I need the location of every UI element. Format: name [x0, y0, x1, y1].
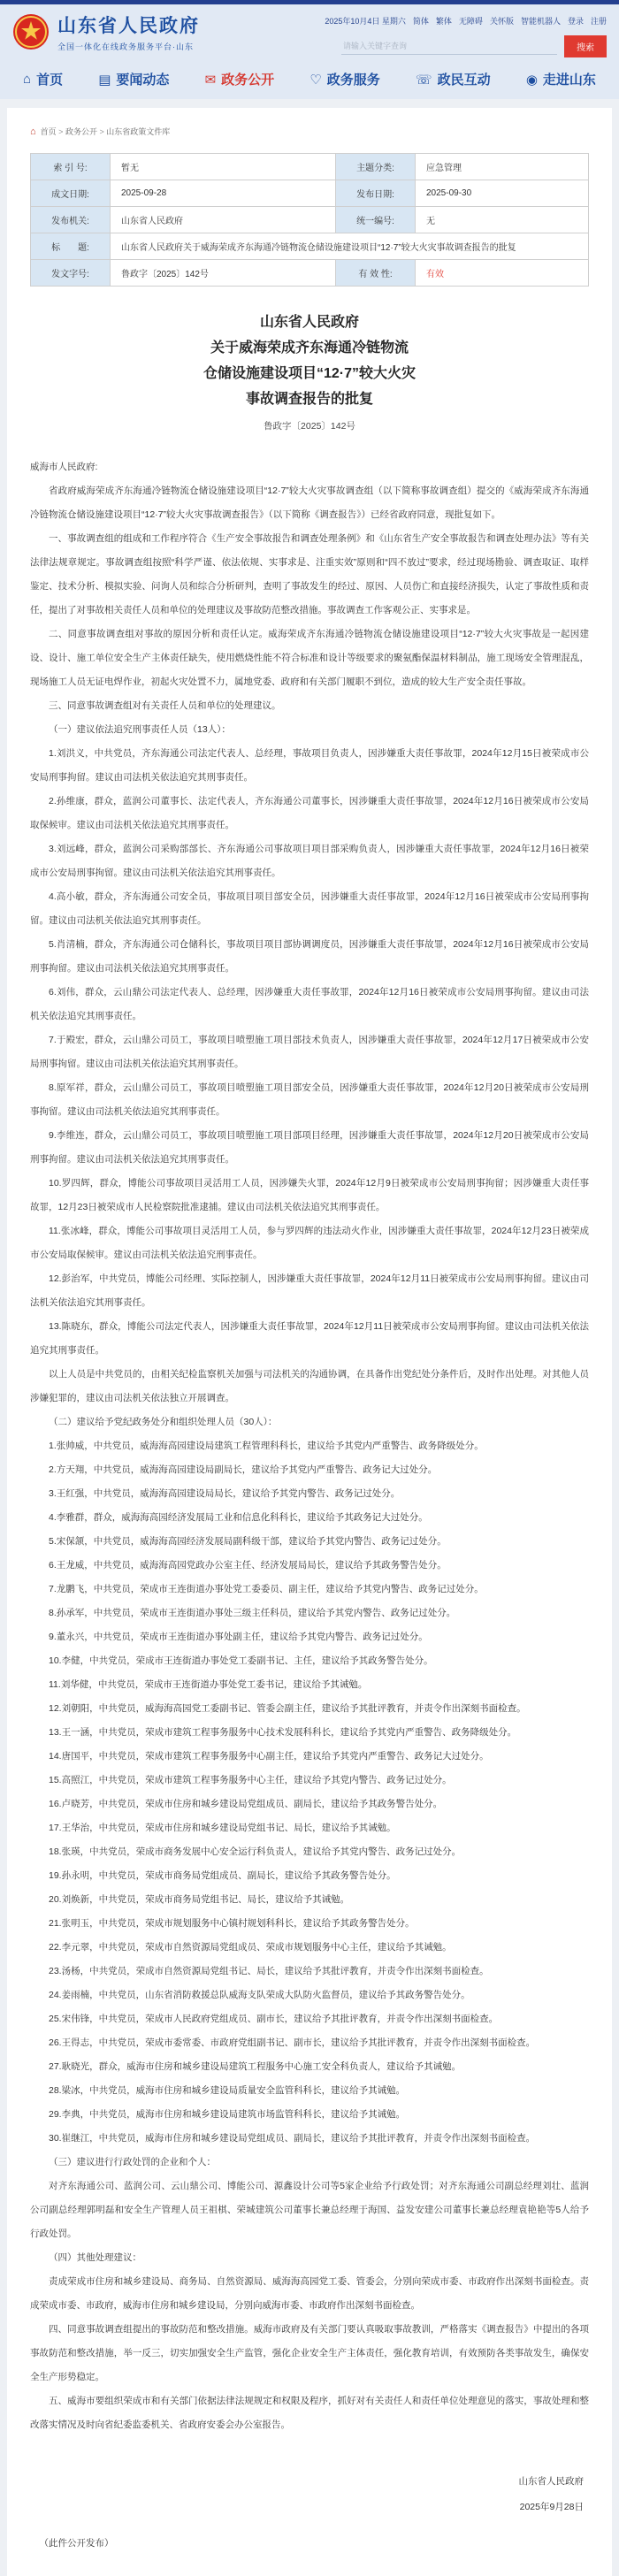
paragraph: 14.唐国平，中共党员，荣成市建筑工程事务服务中心副主任，建议给予其党内严重警告、政务记大过处分。: [49, 1751, 489, 1762]
paragraph: 30.崔继江，中共党员，威海市住房和城乡建设局党组成员、副局长，建议给予其批评教育，并责令作出深刻书面检查。: [49, 2133, 536, 2144]
breadcrumb: [30, 126, 589, 137]
paragraph: 一、事故调查组的组成和工作程序符合《生产安全事故报告和调查处理条例》和《山东省生产安全事故报告和调查处理办法》等有关法律法规章规定。事故调查组按照“科学严谨、依法依规、实事求是、注重实效”原则和“四不放过”要求，经过现场勘验、调查取证、取样鉴定、技术分析、模拟实验、问询人员和综合分析研判，查明了事故发生的经过、原因、人员伤亡和直接经济损失，认定了事故性质和责任，提出了对事故相关责任人员和单位的处理建议及事故防范整改措施。事故调查工作客观公正、实事求是。: [30, 533, 589, 615]
paragraph: 责成荣成市住房和城乡建设局、商务局、自然资源局、威海海高园党工委、管委会，分别向荣成市委、市政府作出深刻书面检查。责成荣成市委、市政府，威海市住房和城乡建设局，分别向威海市委、市政府作出深刻书面检查。: [30, 2276, 589, 2311]
site-header: [0, 4, 619, 99]
meta-label-unified-no: 统一编号:: [336, 207, 416, 233]
utility-link[interactable]: 智能机器人: [520, 17, 561, 26]
search-bar: [341, 35, 607, 57]
current-date: 2025年10月4日 星期六: [325, 17, 406, 26]
paragraph: 9.董永兴，中共党员，荣成市王连街道办事处副主任，建议给予其党内警告、政务记过处分。: [49, 1632, 428, 1642]
meta-value-unified-no: 无: [416, 207, 589, 233]
paragraph: 29.李典，中共党员，威海市住房和城乡建设局建筑市场监管科科长，建议给予其诫勉。: [49, 2109, 406, 2120]
nav-item-label: 走进山东: [542, 73, 596, 88]
paragraph: 4.李雅群，群众，威海海高园经济发展局工业和信息化科科长，建议给予其政务记大过处分。: [49, 1512, 428, 1523]
nav-item[interactable]: [416, 70, 491, 88]
paragraph: 27.耿晓光，群众，威海市住房和城乡建设局建筑工程服务中心施工安全科负责人，建议给予其诫勉。: [49, 2061, 462, 2072]
signature-date: 2025年9月28日: [519, 2502, 584, 2512]
signature-block: [30, 2469, 589, 2520]
paragraph: 1.张帅威，中共党员，威海海高园建设局建筑工程管理科科长，建议给予其党内严重警告、政务降级处分。: [49, 1441, 484, 1451]
service-heart-icon: ♡: [310, 72, 322, 88]
document-body: [30, 479, 589, 2437]
document-title-line: 事故调查报告的批复: [245, 392, 373, 407]
paragraph: 3.王红强，中共党员，威海海高园建设局局长，建议给予其党内警告、政务记过处分。: [49, 1488, 401, 1499]
content-card: [7, 108, 612, 2576]
breadcrumb-item[interactable]: > 山东省政策文件库: [97, 126, 170, 137]
meta-label-title: 标 题:: [31, 233, 111, 260]
site-subtitle: 全国一体化在线政务服务平台·山东: [57, 42, 194, 51]
nav-item[interactable]: [23, 70, 63, 88]
meta-value-validity: 有效: [416, 260, 589, 287]
nav-item-label: 首页: [36, 73, 64, 88]
meta-value-title: 山东省人民政府关于威海荣成齐东海通冷链物流仓储设施建设项目“12·7”较大火灾事故调查报告的批复: [111, 233, 589, 260]
paragraph: 18.张瑛，中共党员，荣成市商务发展中心安全运行科负责人，建议给予其党内警告、政务记过处分。: [49, 1846, 462, 1857]
utility-link[interactable]: 简体: [412, 17, 429, 26]
paragraph: 21.张明玉，中共党员，荣成市规划服务中心镇村规划科科长，建议给予其政务警告处分。: [49, 1918, 415, 1929]
breadcrumb-item[interactable]: 首页: [40, 127, 57, 136]
meta-label-publish-date: 发布日期:: [336, 180, 416, 207]
nav-item-label: 政务公开: [221, 73, 275, 88]
document-number: 鲁政字〔2025〕142号: [264, 421, 355, 432]
paragraph: 7.于殿宏，群众，云山鼎公司员工，事故项目喷塑施工项目部技术负责人，因涉嫌重大责任事故罪，2024年12月17日被荣成市公安局刑事拘留。建议由司法机关依法追究其刑事责任。: [30, 1035, 589, 1069]
public-release-note: （此件公开发布）: [39, 2538, 114, 2549]
document-section: [30, 310, 589, 2549]
utility-row: [325, 15, 607, 27]
paragraph: （四）其他处理建议：: [49, 2252, 141, 2263]
utility-link[interactable]: 繁体: [435, 17, 452, 26]
breadcrumb-list: [41, 126, 171, 137]
meta-value-index: 暂无: [111, 154, 336, 180]
paragraph: 12.彭治军，中共党员，博能公司经理、实际控制人，因涉嫌重大责任事故罪，2024年12月11日被荣成市公安局刑事拘留。建议由司法机关依法追究其刑事责任。: [30, 1273, 589, 1308]
meta-value-written-date: 2025-09-28: [111, 180, 336, 207]
document-title-line: 关于威海荣成齐东海通冷链物流: [210, 340, 409, 355]
search-input[interactable]: [341, 38, 557, 55]
signer-name: 山东省人民政府: [518, 2476, 584, 2487]
paragraph: 9.李维连，群众，云山鼎公司员工，事故项目喷塑施工项目部项目经理，因涉嫌重大责任事故罪，2024年12月20日被荣成市公安局刑事拘留。建议由司法机关依法追究其刑事责任。: [30, 1130, 589, 1165]
meta-label-doc-no: 发文字号:: [31, 260, 111, 287]
paragraph: 5.宋保颔，中共党员，威海海高园经济发展局副科级干部，建议给予其党内警告、政务记过处分。: [49, 1536, 447, 1547]
breadcrumb-home-icon: ⌂: [30, 126, 36, 137]
search-button[interactable]: 搜索: [564, 35, 607, 57]
meta-value-publish-date: 2025-09-30: [416, 180, 589, 207]
paragraph: 12.刘朝阳，中共党员，威海海高园党工委副书记、管委会副主任，建议给予其批评教育，并责令作出深刻书面检查。: [49, 1703, 526, 1714]
site-title: 山东省人民政府: [57, 16, 200, 36]
news-icon: ▤: [98, 72, 111, 88]
paragraph: 8.原军祥，群众，云山鼎公司员工，事故项目喷塑施工项目部安全员，因涉嫌重大责任事故罪，2024年12月20日被荣成市公安局刑事拘留。建议由司法机关依法追究其刑事责任。: [30, 1082, 589, 1117]
paragraph: （三）建议进行行政处罚的企业和个人：: [49, 2157, 216, 2167]
paragraph: 4.高小敏，群众，齐东海通公司安全员，事故项目项目部安全员，因涉嫌重大责任事故罪，2024年12月16日被荣成市公安局刑事拘留。建议由司法机关依法追究其刑事责任。: [30, 891, 589, 926]
paragraph: 25.宋伟锋，中共党员，荣成市人民政府党组成员、副市长，建议给予其批评教育，并责令作出深刻书面检查。: [49, 2014, 499, 2024]
meta-value-doc-no: 鲁政字〔2025〕142号: [111, 260, 336, 287]
document-title: [30, 310, 589, 412]
paragraph: 23.汤杨，中共党员，荣成市自然资源局党组书记、局长，建议给予其批评教育，并责令作出深刻书面检查。: [49, 1966, 489, 1976]
document-title-line: 仓储设施建设项目“12·7”较大火灾: [203, 366, 416, 381]
paragraph: 11.张冰峰，群众，博能公司事故项目灵活用工人员，参与罗四辉的违法动火作业，因涉嫌重大责任事故罪，2024年12月23日被荣成市公安局取保候审。建议由司法机关依法追究刑事责任。: [30, 1226, 589, 1260]
nav-item[interactable]: [98, 70, 169, 88]
nav-item[interactable]: [526, 70, 596, 88]
paragraph: 22.李元翠，中共党员，荣成市自然资源局党组成员、荣成市规划服务中心主任，建议给予其诫勉。: [49, 1942, 452, 1953]
paragraph: 28.梁冰，中共党员，威海市住房和城乡建设局质量安全监管科科长，建议给予其诫勉。: [49, 2085, 406, 2096]
nav-item-label: 政务服务: [326, 73, 380, 88]
nav-item-label: 要闻动态: [116, 73, 170, 88]
paragraph: （一）建议依法追究刑事责任人员（13人）：: [49, 724, 231, 735]
paragraph: 10.李健，中共党员，荣成市王连街道办事处党工委副书记、主任，建议给予其政务警告处分。: [49, 1655, 433, 1666]
utility-link[interactable]: 注册: [590, 17, 607, 26]
nav-item[interactable]: [205, 70, 275, 88]
meta-value-topic: 应急管理: [416, 154, 589, 180]
utility-links: [413, 15, 607, 27]
meta-label-written-date: 成文日期:: [31, 180, 111, 207]
paragraph: 16.卢晓芳，中共党员，荣成市住房和城乡建设局党组成员、副局长，建议给予其政务警告处分。: [49, 1799, 443, 1809]
paragraph: 1.刘洪义，中共党员，齐东海通公司法定代表人、总经理，事故项目负责人，因涉嫌重大责任事故罪，2024年12月15日被荣成市公安局刑事拘留。建议由司法机关依法追究其刑事责任。: [30, 748, 589, 783]
main-nav: [12, 57, 607, 99]
paragraph: 24.姜雨楠，中共党员，山东省消防救援总队威海支队荣成大队防火监督员，建议给予其政务警告处分。: [49, 1990, 470, 2000]
document-meta-table: [30, 153, 589, 287]
meta-label-index: 索 引 号:: [31, 154, 111, 180]
paragraph: 以上人员是中共党员的，由相关纪检监察机关加强与司法机关的沟通协调，在具备作出党纪处分条件后，及时作出处理。对其他人员涉嫌犯罪的，建议由司法机关依法独立开展调查。: [30, 1369, 589, 1403]
nav-item-label: 政民互动: [437, 73, 491, 88]
paragraph: 3.刘远峰，群众，蓝润公司采购部部长、齐东海通公司事故项目项目部采购负责人，因涉嫌重大责任事故罪，2024年12月16日被荣成市公安局刑事拘留。建议由司法机关依法追究其刑事责任。: [30, 844, 589, 878]
meta-label-topic: 主题分类:: [336, 154, 416, 180]
paragraph: 10.罗四辉，群众，博能公司事故项目灵活用工人员，因涉嫌失火罪，2024年12月9日被荣成市公安局刑事拘留；因涉嫌重大责任事故罪，12月23日被荣成市人民检察院批准逮捕。建议由司法机关依法追究其刑事责任。: [30, 1178, 589, 1212]
meta-label-issuer: 发布机关:: [31, 207, 111, 233]
paragraph: 15.高照江，中共党员，荣成市建筑工程事务服务中心主任，建议给予其党内警告、政务记过处分。: [49, 1775, 452, 1785]
open-gov-icon: ✉: [204, 72, 217, 88]
home-icon: ⌂: [23, 72, 32, 87]
document-title-line: 山东省人民政府: [259, 315, 359, 330]
meta-value-issuer: 山东省人民政府: [111, 207, 336, 233]
utility-link[interactable]: 关怀版: [489, 17, 514, 26]
paragraph: （二）建议给予党纪政务处分和组织处理人员（30人）：: [49, 1417, 278, 1427]
interaction-icon: ☏: [415, 72, 432, 88]
paragraph: 2.方天翔，中共党员，威海海高园建设局副局长，建议给予其党内严重警告、政务记大过处分。: [49, 1464, 438, 1475]
salutation: 威海市人民政府:: [30, 462, 98, 472]
paragraph: 5.肖清楠，群众，齐东海通公司仓储科长，事故项目项目部协调调度员，因涉嫌重大责任事故罪，2024年12月16日被荣成市公安局刑事拘留。建议由司法机关依法追究其刑事责任。: [30, 939, 589, 974]
paragraph: 二、同意事故调查组对事故的原因分析和责任认定。威海荣成齐东海通冷链物流仓储设施建设项目“12·7”较大火灾事故是一起因建设、设计、施工单位安全生产主体责任缺失，使用燃烧性能不符合标准和设计等级要求的聚氨酯保温材料制品，施工现场安全管理混乱，现场施工人员无证电焊作业，初起火灾处置不力，属地党委、政府和有关部门履职不到位，造成的较大生产安全责任事故。: [30, 629, 589, 687]
paragraph: 11.刘华健，中共党员，荣成市王连街道办事处党工委书记，建议给予其诫勉。: [49, 1679, 368, 1690]
paragraph: 7.龙鹏飞，中共党员，荣成市王连街道办事处党工委委员、副主任，建议给予其党内警告、政务记过处分。: [49, 1584, 484, 1594]
paragraph: 五、威海市要组织荣成市和有关部门依据法律法规规定和权限及程序，抓好对有关责任人和责任单位处理意见的落实，事故处理和整改落实情况及时向省纪委监委机关、省政府安委会办公室报告。: [30, 2396, 589, 2430]
utility-link[interactable]: 登录: [567, 17, 584, 26]
paragraph: 省政府威海荣成齐东海通冷链物流仓储设施建设项目“12·7”较大火灾事故调查组（以下简称事故调查组）提交的《威海荣成齐东海通冷链物流仓储设施建设项目“12·7”较大火灾事故调查报告》（以下简称《调查报告》）已经省政府同意，现批复如下。: [30, 485, 589, 520]
meta-label-validity: 有 效 性:: [336, 260, 416, 287]
paragraph: 19.孙永明，中共党员，荣成市商务局党组成员、副局长，建议给予其政务警告处分。: [49, 1870, 396, 1881]
paragraph: 13.王一涵，中共党员，荣成市建筑工程事务服务中心技术发展科科长，建议给予其党内严重警告、政务降级处分。: [49, 1727, 517, 1738]
location-pin-icon: ◉: [525, 72, 538, 88]
national-emblem-icon: [12, 13, 50, 50]
nav-item[interactable]: [310, 70, 379, 88]
paragraph: 对齐东海通公司、蓝润公司、云山鼎公司、博能公司、源鑫设计公司等5家企业给予行政处罚；对齐东海通公司副总经理刘壮、蓝润公司副总经理郭明磊和安全生产管理人员王祖棋、荣城建筑公司董事长兼总经理于海国、益发安建公司董事长兼总经理袁艳艳等5人给予行政处罚。: [30, 2181, 589, 2239]
paragraph: 17.王华治，中共党员，荣成市住房和城乡建设局党组书记、局长，建议给予其诫勉。: [49, 1823, 396, 1833]
paragraph: 三、同意事故调查组对有关责任人员和单位的处理建议。: [49, 700, 281, 711]
paragraph: 2.孙维康，群众，蓝润公司董事长、法定代表人，齐东海通公司董事长，因涉嫌重大责任事故罪，2024年12月16日被荣成市公安局取保候审。建议由司法机关依法追究其刑事责任。: [30, 796, 589, 830]
paragraph: 6.刘伟，群众，云山鼎公司法定代表人、总经理，因涉嫌重大责任事故罪，2024年12月16日被荣成市公安局刑事拘留。建议由司法机关依法追究其刑事责任。: [30, 987, 589, 1021]
site-logo-brand[interactable]: [12, 11, 200, 52]
paragraph: 8.孙承军，中共党员，荣成市王连街道办事处三级主任科员，建议给予其党内警告、政务记过处分。: [49, 1608, 456, 1618]
breadcrumb-item[interactable]: > 政务公开: [57, 126, 97, 137]
content-area: [0, 99, 619, 2576]
utility-link[interactable]: 无障碍: [458, 17, 483, 26]
paragraph: 四、同意事故调查组提出的事故防范和整改措施。威海市政府及有关部门要认真吸取事故教训，严格落实《调查报告》中提出的各项事故防范和整改措施，举一反三，切实加强安全生产监管，强化企业安全生产主体责任，强化教育培训，有效预防各类事故发生，确保安全生产形势稳定。: [30, 2324, 589, 2382]
paragraph: 20.刘焕新，中共党员，荣成市商务局党组书记、局长，建议给予其诫勉。: [49, 1894, 350, 1905]
paragraph: 13.陈晓东，群众，博能公司法定代表人，因涉嫌重大责任事故罪，2024年12月11日被荣成市公安局刑事拘留。建议由司法机关依法追究其刑事责任。: [30, 1321, 589, 1356]
paragraph: 26.王得志，中共党员，荣成市委常委、市政府党组副书记、副市长，建议给予其批评教育，并责令作出深刻书面检查。: [49, 2037, 536, 2048]
paragraph: 6.王龙威，中共党员，威海海高园党政办公室主任、经济发展局局长，建议给予其政务警告处分。: [49, 1560, 447, 1571]
